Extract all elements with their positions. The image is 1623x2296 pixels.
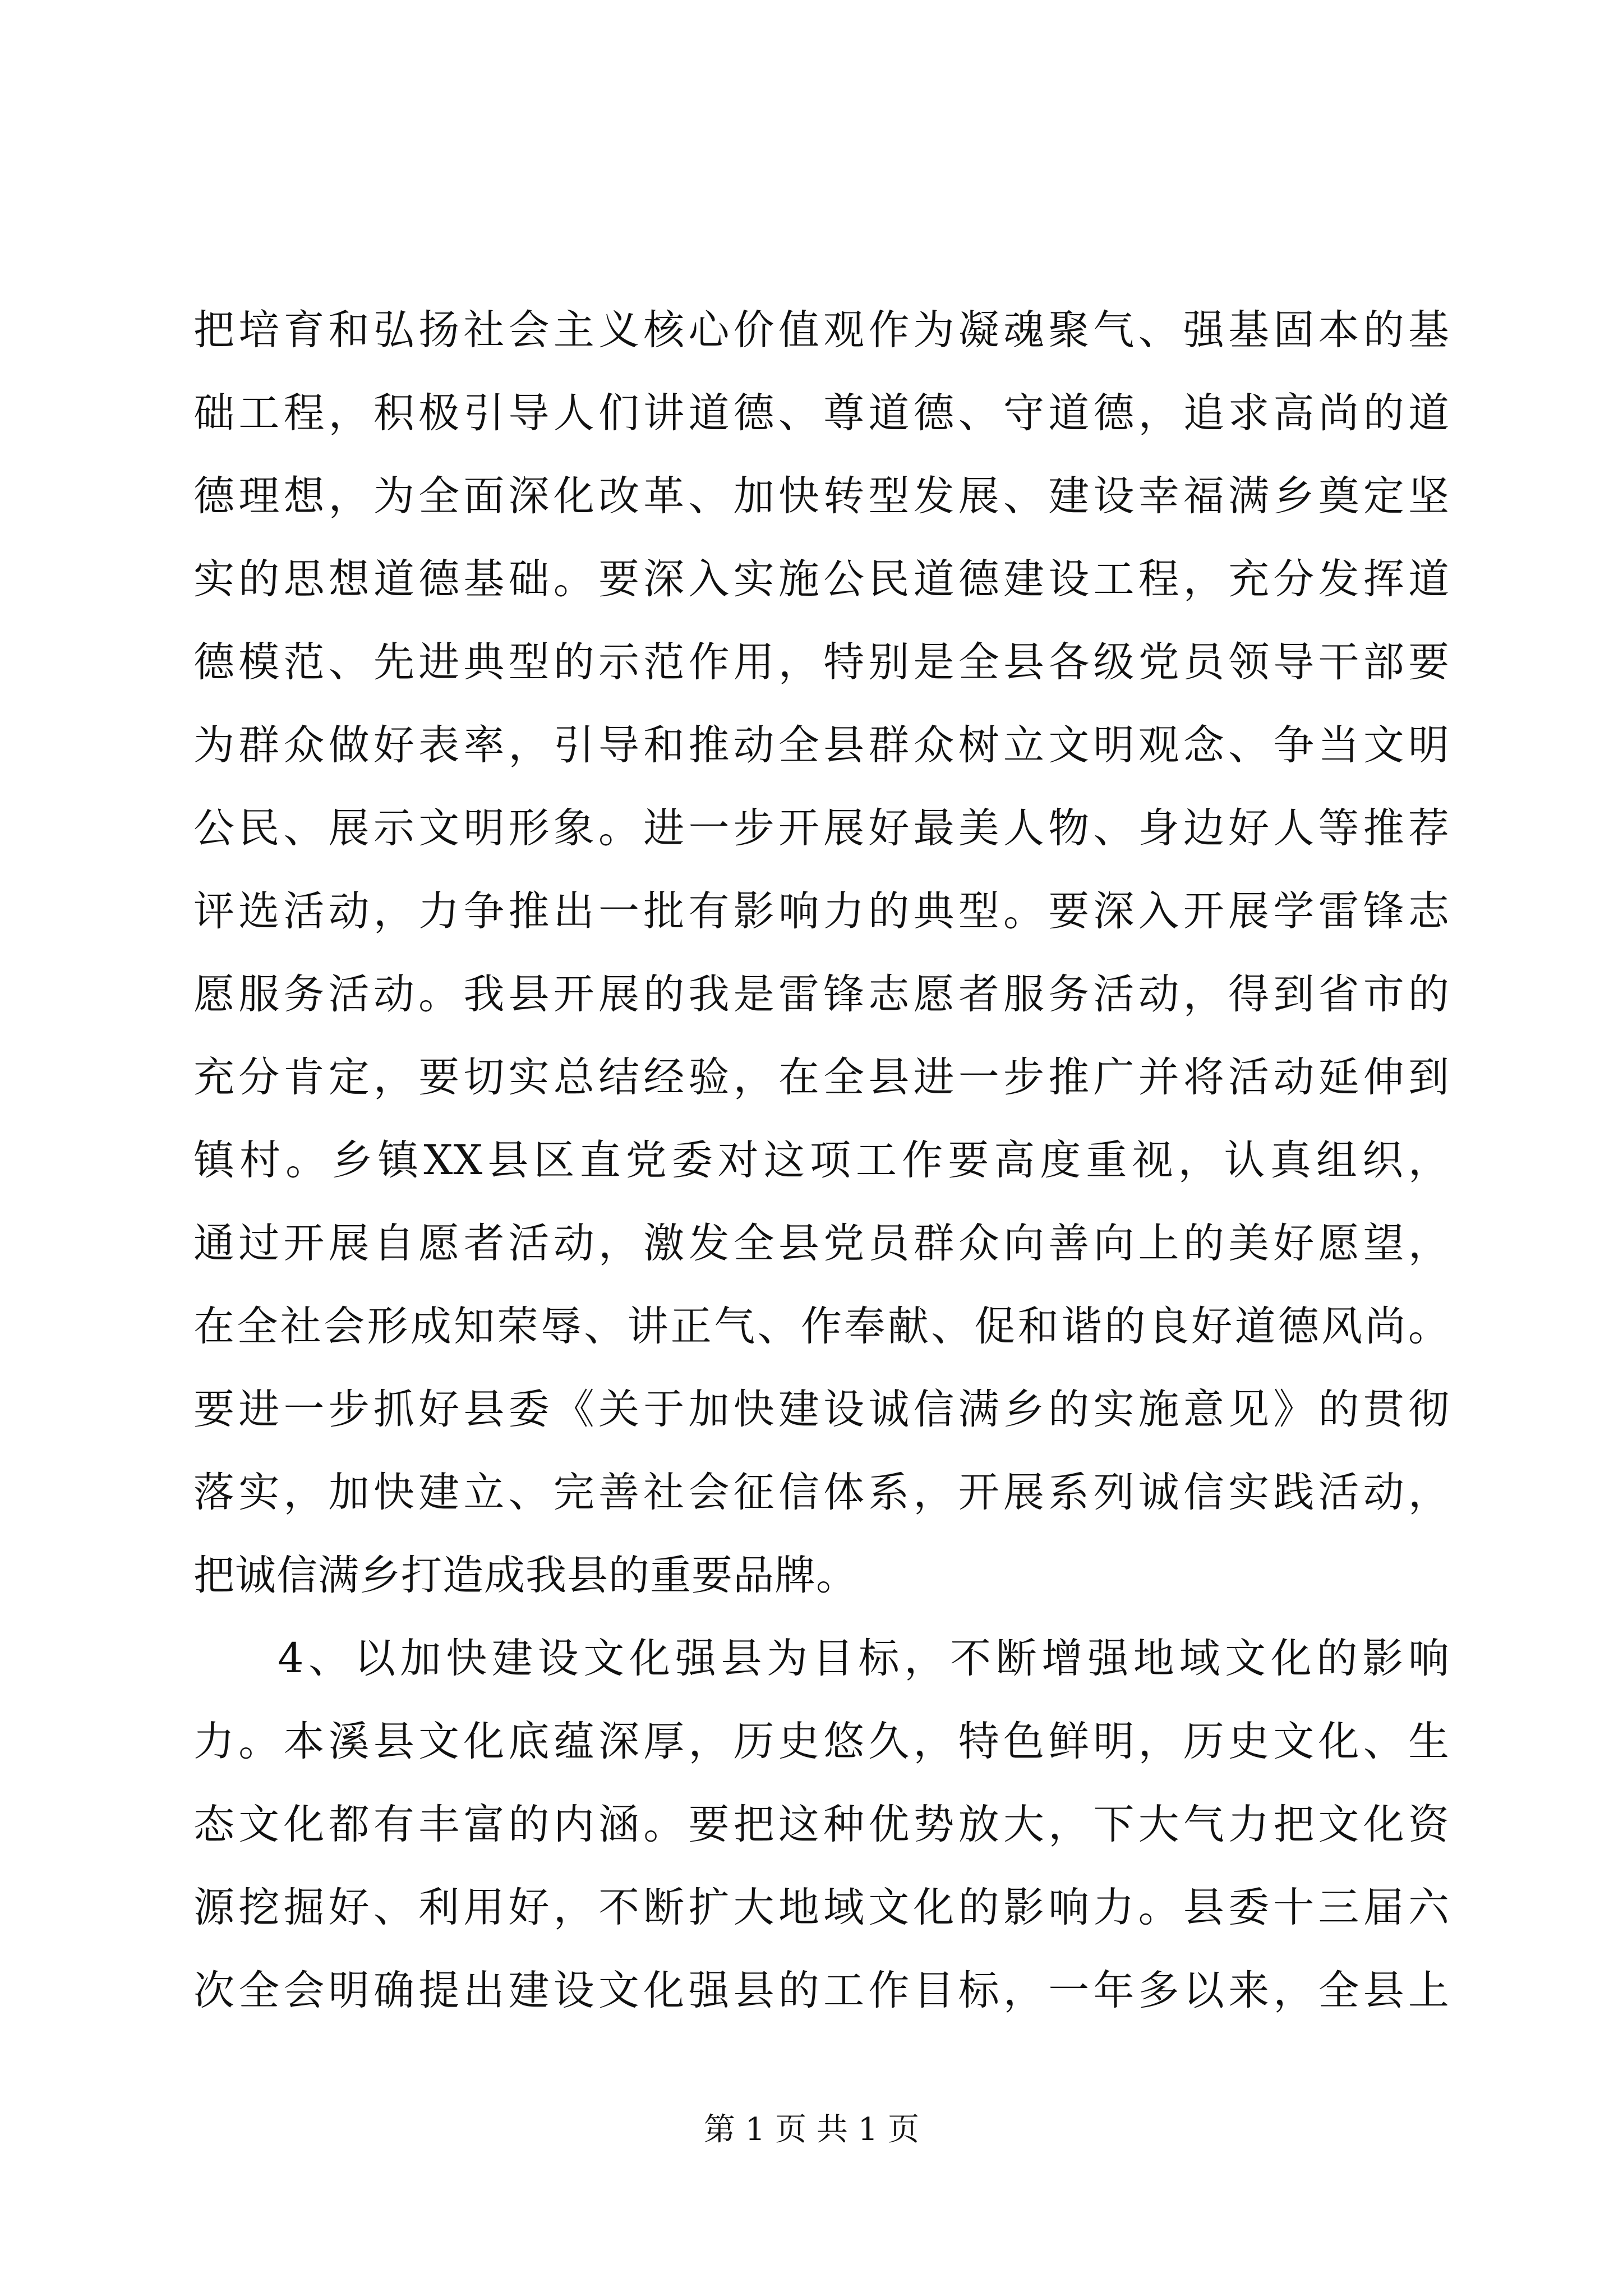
text-line-paragraph-start: 4、以加快建设文化强县为目标，不断增强地域文化的影响 — [278, 1635, 1450, 1682]
text-line: 公民、展示文明形象。进一步开展好最美人物、身边好人等推荐 — [193, 804, 1450, 852]
body-text — [193, 289, 1450, 2032]
text-line: 础工程，积极引导人们讲道德、尊道德、守道德，追求高尚的道 — [193, 389, 1450, 437]
page-footer: 第 1 页 共 1 页 — [703, 2111, 920, 2148]
text-line: 实的思想道德基础。要深入实施公民道德建设工程，充分发挥道 — [193, 555, 1450, 603]
text-line: 镇村。乡镇XX县区直党委对这项工作要高度重视，认真组织， — [193, 1137, 1450, 1184]
text-line: 要进一步抓好县委《关于加快建设诚信满乡的实施意见》的贯彻 — [193, 1386, 1450, 1433]
text-line: 充分肯定，要切实总结经验，在全县进一步推广并将活动延伸到 — [193, 1053, 1450, 1101]
text-line: 德理想，为全面深化改革、加快转型发展、建设幸福满乡奠定坚 — [193, 472, 1450, 520]
text-line-paragraph-end: 把诚信满乡打造成我县的重要品牌。 — [193, 1552, 857, 1599]
text-line: 次全会明确提出建设文化强县的工作目标，一年多以来，全县上 — [193, 1967, 1450, 2014]
text-line: 评选活动，力争推出一批有影响力的典型。要深入开展学雷锋志 — [193, 887, 1450, 935]
text-line: 力。本溪县文化底蕴深厚，历史悠久，特色鲜明，历史文化、生 — [193, 1718, 1450, 1765]
text-line: 通过开展自愿者活动，激发全县党员群众向善向上的美好愿望， — [193, 1220, 1450, 1267]
text-line: 愿服务活动。我县开展的我是雷锋志愿者服务活动，得到省市的 — [193, 970, 1450, 1018]
text-line: 落实，加快建立、完善社会征信体系，开展系列诚信实践活动， — [193, 1469, 1450, 1516]
text-line: 德模范、先进典型的示范作用，特别是全县各级党员领导干部要 — [193, 638, 1450, 686]
text-line: 源挖掘好、利用好，不断扩大地域文化的影响力。县委十三届六 — [193, 1884, 1450, 1931]
text-line: 为群众做好表率，引导和推动全县群众树立文明观念、争当文明 — [193, 721, 1450, 769]
text-line: 态文化都有丰富的内涵。要把这种优势放大，下大气力把文化资 — [193, 1801, 1450, 1848]
text-line: 把培育和弘扬社会主义核心价值观作为凝魂聚气、强基固本的基 — [193, 306, 1450, 354]
text-line: 在全社会形成知荣辱、讲正气、作奉献、促和谐的良好道德风尚。 — [193, 1303, 1450, 1350]
